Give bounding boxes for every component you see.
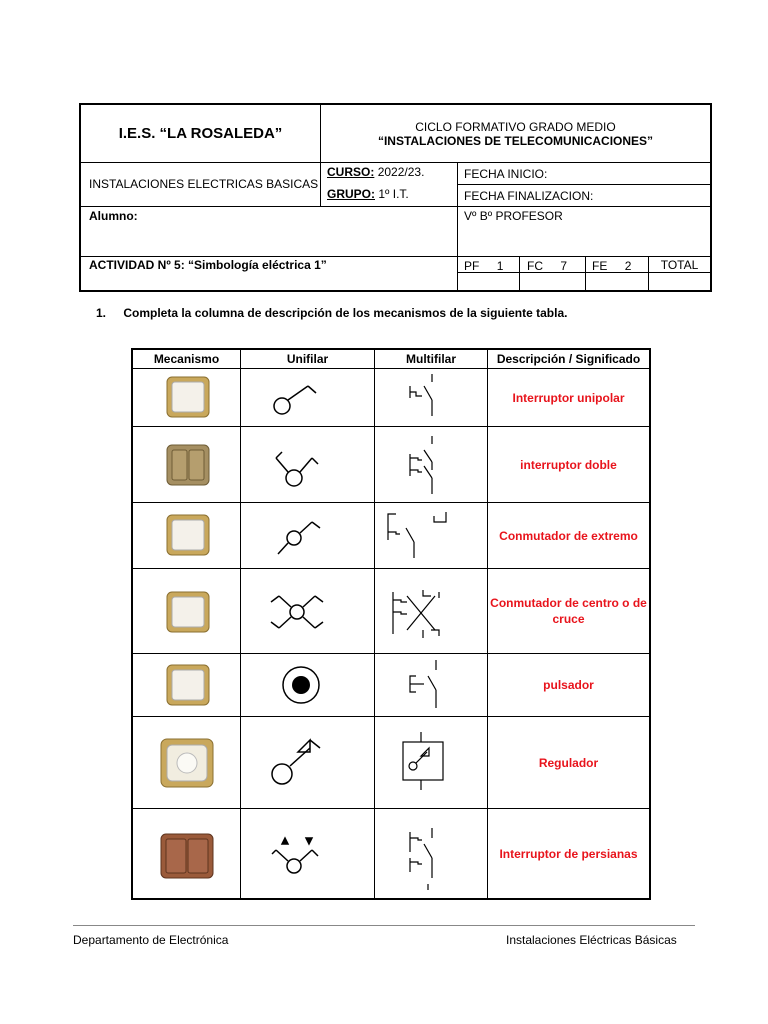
description-cell[interactable]: Regulador (538, 755, 599, 770)
footer-department: Departamento de Electrónica (73, 933, 229, 947)
alumno-field[interactable]: Alumno: (89, 209, 138, 223)
question-1 (96, 306, 567, 320)
description-cell[interactable]: interruptor doble (520, 457, 617, 472)
grade-fe (592, 259, 648, 273)
unifilar-cruce-symbol (265, 586, 351, 638)
curso-value: 2022/23. (377, 165, 425, 179)
grupo-value: 1º I.T. (378, 187, 409, 201)
multifilar-pulsador-symbol (398, 658, 468, 714)
grade-fc (527, 259, 585, 273)
col-header-unifilar: Unifilar (286, 352, 329, 366)
multifilar-regulador-symbol (393, 730, 463, 794)
grade-fc-label: FC (527, 259, 543, 273)
grade-pf-label: PF (464, 259, 480, 273)
switch-single-icon (165, 513, 211, 557)
fecha-inicio-field[interactable]: FECHA INICIO: (464, 167, 548, 181)
blind-switch-icon (159, 832, 215, 880)
multifilar-unipolar-symbol (388, 372, 468, 422)
divider (374, 350, 375, 898)
cycle-line-2: “INSTALACIONES DE TELECOMUNICACIONES” (377, 133, 654, 148)
divider (457, 162, 458, 290)
divider (240, 350, 241, 898)
unifilar-unipolar-symbol (268, 378, 348, 418)
grade-fe-label: FE (592, 259, 608, 273)
switch-single-icon (165, 663, 211, 707)
col-header-descripcion: Descripción / Significado (496, 352, 641, 366)
question-number: 1. (96, 306, 107, 320)
question-text: Completa la columna de descripción de los mecanismos de la siguiente tabla. (123, 306, 568, 320)
switch-double-icon (165, 443, 211, 487)
footer-course: Instalaciones Eléctricas Básicas (506, 933, 677, 947)
divider (81, 256, 710, 257)
curso-label: CURSO: (327, 165, 375, 179)
school-name: I.E.S. “LA ROSALEDA” (118, 125, 283, 142)
curso-field (327, 165, 457, 185)
description-cell[interactable]: Interruptor unipolar (512, 390, 625, 405)
grade-fc-value: 7 (560, 259, 568, 273)
description-cell[interactable]: Conmutador de centro o de cruce (490, 596, 647, 626)
grupo-field (327, 187, 457, 207)
description-cell[interactable]: Conmutador de extremo (499, 528, 638, 543)
col-header-multifilar: Multifilar (406, 352, 456, 366)
multifilar-conmutador-symbol (378, 506, 468, 562)
col-header-mecanismo: Mecanismo (153, 352, 220, 366)
unifilar-pulsador-symbol (278, 663, 324, 709)
grade-fe-value: 2 (624, 259, 632, 273)
symbols-table (131, 348, 651, 900)
unifilar-persianas-symbol (268, 830, 348, 886)
multifilar-doble-symbol (388, 432, 468, 498)
unifilar-doble-symbol (268, 438, 348, 494)
module-name: INSTALACIONES ELECTRICAS BASICAS (89, 177, 319, 191)
grupo-label: GRUPO: (327, 187, 375, 201)
multifilar-cruce-symbol (383, 582, 473, 644)
grade-pf-value: 1 (496, 259, 504, 273)
profesor-signature-field: Vº Bº PROFESOR (464, 209, 563, 223)
dimmer-icon (159, 737, 215, 789)
footer-divider (73, 925, 695, 926)
activity-title: ACTIVIDAD Nº 5: “Simbología eléctrica 1” (89, 258, 327, 272)
header-table (79, 103, 712, 292)
switch-single-icon (165, 590, 211, 634)
divider (457, 184, 710, 185)
unifilar-regulador-symbol (268, 730, 348, 790)
grade-total-label: TOTAL (660, 258, 699, 272)
unifilar-conmutador-symbol (268, 510, 348, 560)
multifilar-persianas-symbol (388, 822, 468, 892)
divider (519, 256, 520, 290)
description-cell[interactable]: Interruptor de persianas (499, 846, 638, 861)
fecha-finalizacion-field[interactable]: FECHA FINALIZACION: (464, 189, 594, 203)
grade-pf (464, 259, 519, 273)
switch-single-icon (165, 375, 211, 419)
cycle-line-1: CICLO FORMATIVO GRADO MEDIO (415, 119, 616, 134)
divider (585, 256, 586, 290)
cycle-title (321, 105, 710, 162)
description-cell[interactable]: pulsador (543, 678, 594, 692)
